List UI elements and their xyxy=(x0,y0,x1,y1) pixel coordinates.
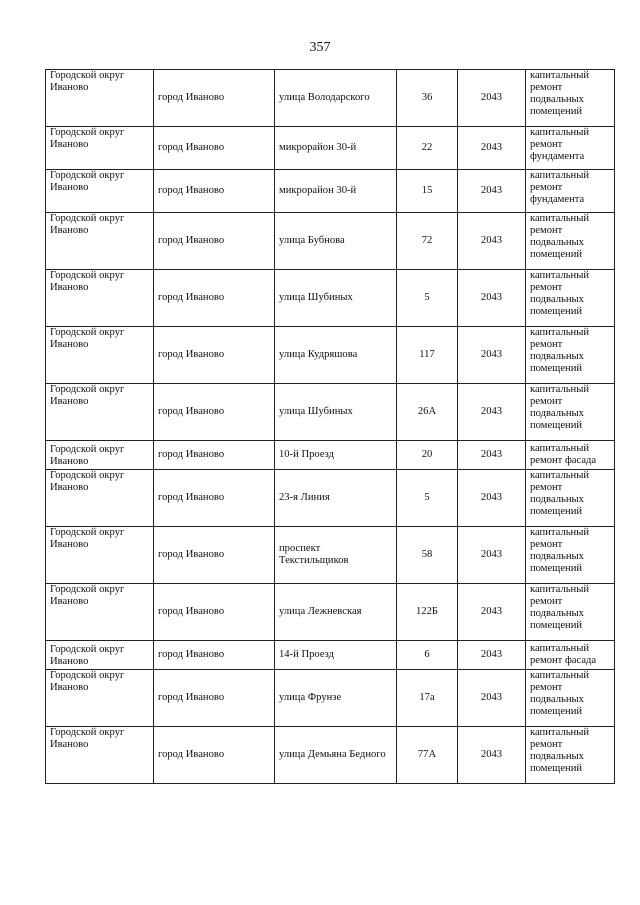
okrug-cell: Городской округ Иваново xyxy=(46,213,154,270)
street-cell: улица Бубнова xyxy=(275,213,397,270)
table-row xyxy=(46,327,615,384)
street-cell: улица Шубиных xyxy=(275,384,397,441)
table-row xyxy=(46,670,615,727)
okrug-cell: Городской округ Иваново xyxy=(46,170,154,213)
city-cell: город Иваново xyxy=(154,270,275,327)
street-cell: 23-я Линия xyxy=(275,470,397,527)
work-type-cell: капитальный ремонт фасада xyxy=(526,641,615,670)
house-number-cell: 122Б xyxy=(397,584,458,641)
year-cell: 2043 xyxy=(458,170,526,213)
city-cell: город Иваново xyxy=(154,70,275,127)
okrug-cell: Городской округ Иваново xyxy=(46,384,154,441)
housing-repair-table xyxy=(45,69,615,784)
city-cell: город Иваново xyxy=(154,470,275,527)
table-row xyxy=(46,641,615,670)
table-row xyxy=(46,270,615,327)
work-type-cell: капитальный ремонт подвальных помещений xyxy=(526,527,615,584)
okrug-cell: Городской округ Иваново xyxy=(46,527,154,584)
work-type-cell: капитальный ремонт подвальных помещений xyxy=(526,213,615,270)
house-number-cell: 36 xyxy=(397,70,458,127)
house-number-cell: 6 xyxy=(397,641,458,670)
year-cell: 2043 xyxy=(458,584,526,641)
city-cell: город Иваново xyxy=(154,584,275,641)
work-type-cell: капитальный ремонт фундамента xyxy=(526,127,615,170)
table-row xyxy=(46,70,615,127)
house-number-cell: 15 xyxy=(397,170,458,213)
city-cell: город Иваново xyxy=(154,641,275,670)
year-cell: 2043 xyxy=(458,641,526,670)
table-row xyxy=(46,527,615,584)
street-cell: микрорайон 30-й xyxy=(275,127,397,170)
table-body xyxy=(46,70,615,784)
okrug-cell: Городской округ Иваново xyxy=(46,127,154,170)
work-type-cell: капитальный ремонт подвальных помещений xyxy=(526,670,615,727)
okrug-cell: Городской округ Иваново xyxy=(46,270,154,327)
okrug-cell: Городской округ Иваново xyxy=(46,70,154,127)
street-cell: 14-й Проезд xyxy=(275,641,397,670)
city-cell: город Иваново xyxy=(154,170,275,213)
year-cell: 2043 xyxy=(458,70,526,127)
work-type-cell: капитальный ремонт подвальных помещений xyxy=(526,727,615,784)
work-type-cell: капитальный ремонт подвальных помещений xyxy=(526,384,615,441)
house-number-cell: 77А xyxy=(397,727,458,784)
work-type-cell: капитальный ремонт подвальных помещений xyxy=(526,70,615,127)
street-cell: улица Кудряшова xyxy=(275,327,397,384)
house-number-cell: 5 xyxy=(397,270,458,327)
okrug-cell: Городской округ Иваново xyxy=(46,470,154,527)
city-cell: город Иваново xyxy=(154,527,275,584)
house-number-cell: 5 xyxy=(397,470,458,527)
okrug-cell: Городской округ Иваново xyxy=(46,670,154,727)
street-cell: микрорайон 30-й xyxy=(275,170,397,213)
city-cell: город Иваново xyxy=(154,384,275,441)
street-cell: улица Володарского xyxy=(275,70,397,127)
work-type-cell: капитальный ремонт подвальных помещений xyxy=(526,270,615,327)
street-cell: 10-й Проезд xyxy=(275,441,397,470)
page-number: 357 xyxy=(309,40,331,55)
table-row xyxy=(46,384,615,441)
city-cell: город Иваново xyxy=(154,727,275,784)
table-row xyxy=(46,584,615,641)
table-row xyxy=(46,727,615,784)
house-number-cell: 22 xyxy=(397,127,458,170)
street-cell: улица Фрунзе xyxy=(275,670,397,727)
okrug-cell: Городской округ Иваново xyxy=(46,727,154,784)
table-row xyxy=(46,213,615,270)
house-number-cell: 17а xyxy=(397,670,458,727)
work-type-cell: капитальный ремонт подвальных помещений xyxy=(526,327,615,384)
okrug-cell: Городской округ Иваново xyxy=(46,584,154,641)
street-cell: улица Демьяна Бедного xyxy=(275,727,397,784)
street-cell: улица Лежневская xyxy=(275,584,397,641)
year-cell: 2043 xyxy=(458,670,526,727)
city-cell: город Иваново xyxy=(154,670,275,727)
table-row xyxy=(46,127,615,170)
table-row xyxy=(46,470,615,527)
table-row xyxy=(46,441,615,470)
house-number-cell: 72 xyxy=(397,213,458,270)
city-cell: город Иваново xyxy=(154,327,275,384)
house-number-cell: 26А xyxy=(397,384,458,441)
year-cell: 2043 xyxy=(458,527,526,584)
year-cell: 2043 xyxy=(458,270,526,327)
okrug-cell: Городской округ Иваново xyxy=(46,641,154,670)
year-cell: 2043 xyxy=(458,127,526,170)
year-cell: 2043 xyxy=(458,384,526,441)
work-type-cell: капитальный ремонт фундамента xyxy=(526,170,615,213)
okrug-cell: Городской округ Иваново xyxy=(46,441,154,470)
city-cell: город Иваново xyxy=(154,441,275,470)
work-type-cell: капитальный ремонт подвальных помещений xyxy=(526,584,615,641)
okrug-cell: Городской округ Иваново xyxy=(46,327,154,384)
year-cell: 2043 xyxy=(458,470,526,527)
year-cell: 2043 xyxy=(458,727,526,784)
year-cell: 2043 xyxy=(458,213,526,270)
work-type-cell: капитальный ремонт фасада xyxy=(526,441,615,470)
year-cell: 2043 xyxy=(458,327,526,384)
house-number-cell: 117 xyxy=(397,327,458,384)
street-cell: улица Шубиных xyxy=(275,270,397,327)
house-number-cell: 20 xyxy=(397,441,458,470)
house-number-cell: 58 xyxy=(397,527,458,584)
street-cell: проспект Текстильщиков xyxy=(275,527,397,584)
year-cell: 2043 xyxy=(458,441,526,470)
work-type-cell: капитальный ремонт подвальных помещений xyxy=(526,470,615,527)
city-cell: город Иваново xyxy=(154,213,275,270)
city-cell: город Иваново xyxy=(154,127,275,170)
table-row xyxy=(46,170,615,213)
